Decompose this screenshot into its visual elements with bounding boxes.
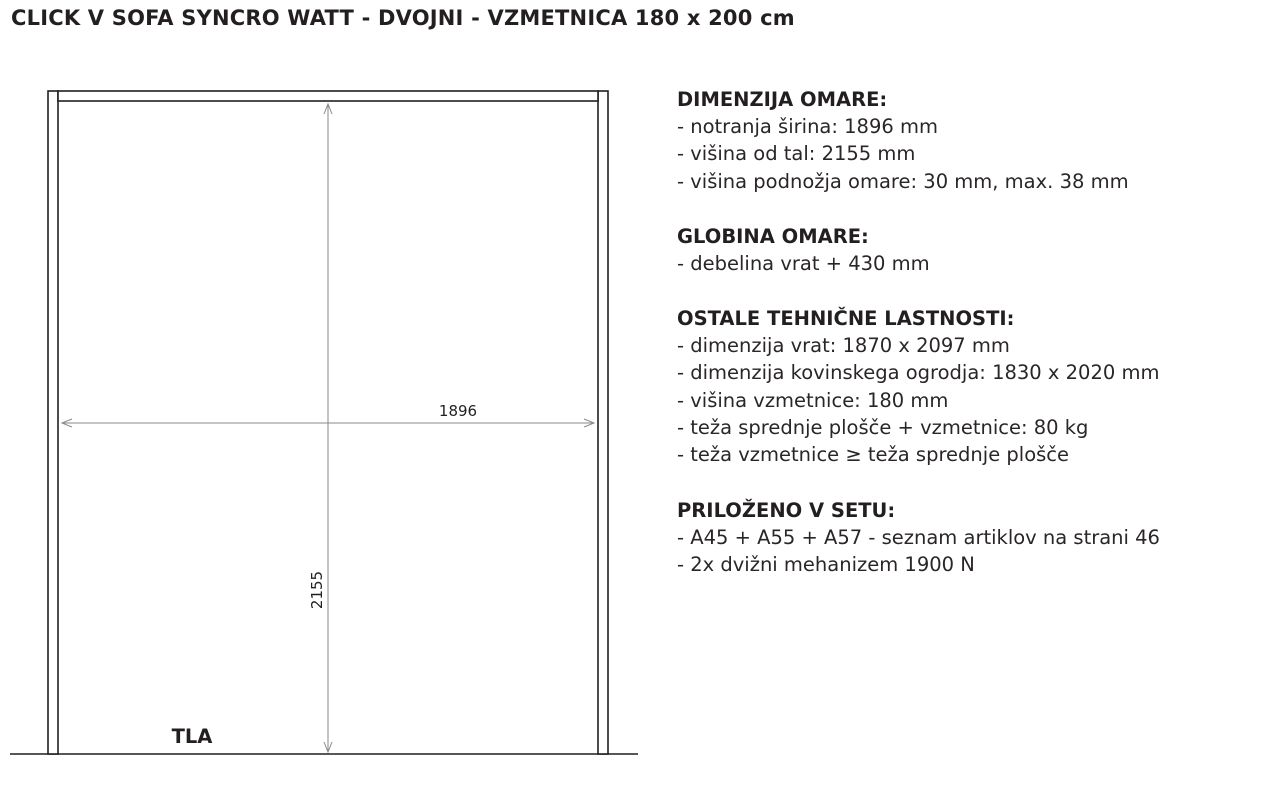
height-dimension-label: 2155 — [308, 570, 326, 610]
spec-line: - debelina vrat + 430 mm — [677, 251, 930, 275]
top-panel — [58, 91, 598, 101]
spec-line: - višina podnožja omare: 30 mm, max. 38 mm — [677, 169, 1129, 193]
spec-line: - dimenzija kovinskega ogrodja: 1830 x 2020 mm — [677, 361, 1160, 385]
specifications-panel — [677, 86, 1257, 606]
page-title: CLICK V SOFA SYNCRO WATT - DVOJNI - VZMETNICA 180 x 200 cm — [11, 6, 795, 30]
spec-line: - 2x dvižni mehanizem 1900 N — [677, 552, 975, 576]
spec-heading: GLOBINA OMARE: — [677, 224, 869, 248]
spec-heading: OSTALE TEHNIČNE LASTNOSTI: — [677, 307, 1015, 331]
spec-line: - teža sprednje plošče + vzmetnice: 80 kg — [677, 416, 1089, 440]
spec-line: - notranja širina: 1896 mm — [677, 115, 938, 138]
spec-section-cabinet-dimensions — [677, 86, 1257, 195]
spec-section-technical-properties — [677, 305, 1257, 468]
spec-line: - teža vzmetnice ≥ teža sprednje plošče — [677, 443, 1070, 467]
right-side-panel — [598, 91, 608, 754]
spec-heading: DIMENZIJA OMARE: — [677, 88, 888, 111]
spec-line: - dimenzija vrat: 1870 x 2097 mm — [677, 334, 1010, 358]
spec-heading: PRILOŽENO V SETU: — [677, 498, 896, 522]
left-side-panel — [48, 91, 58, 754]
width-dimension-label: 1896 — [438, 402, 478, 420]
spec-line: - višina vzmetnice: 180 mm — [677, 388, 949, 412]
spec-line: - višina od tal: 2155 mm — [677, 142, 916, 166]
spec-section-cabinet-depth — [677, 223, 1257, 277]
spec-section-included-in-set — [677, 497, 1257, 579]
spec-line: - A45 + A55 + A57 - seznam artiklov na strani 46 — [677, 525, 1160, 549]
floor-label: TLA — [171, 725, 213, 748]
